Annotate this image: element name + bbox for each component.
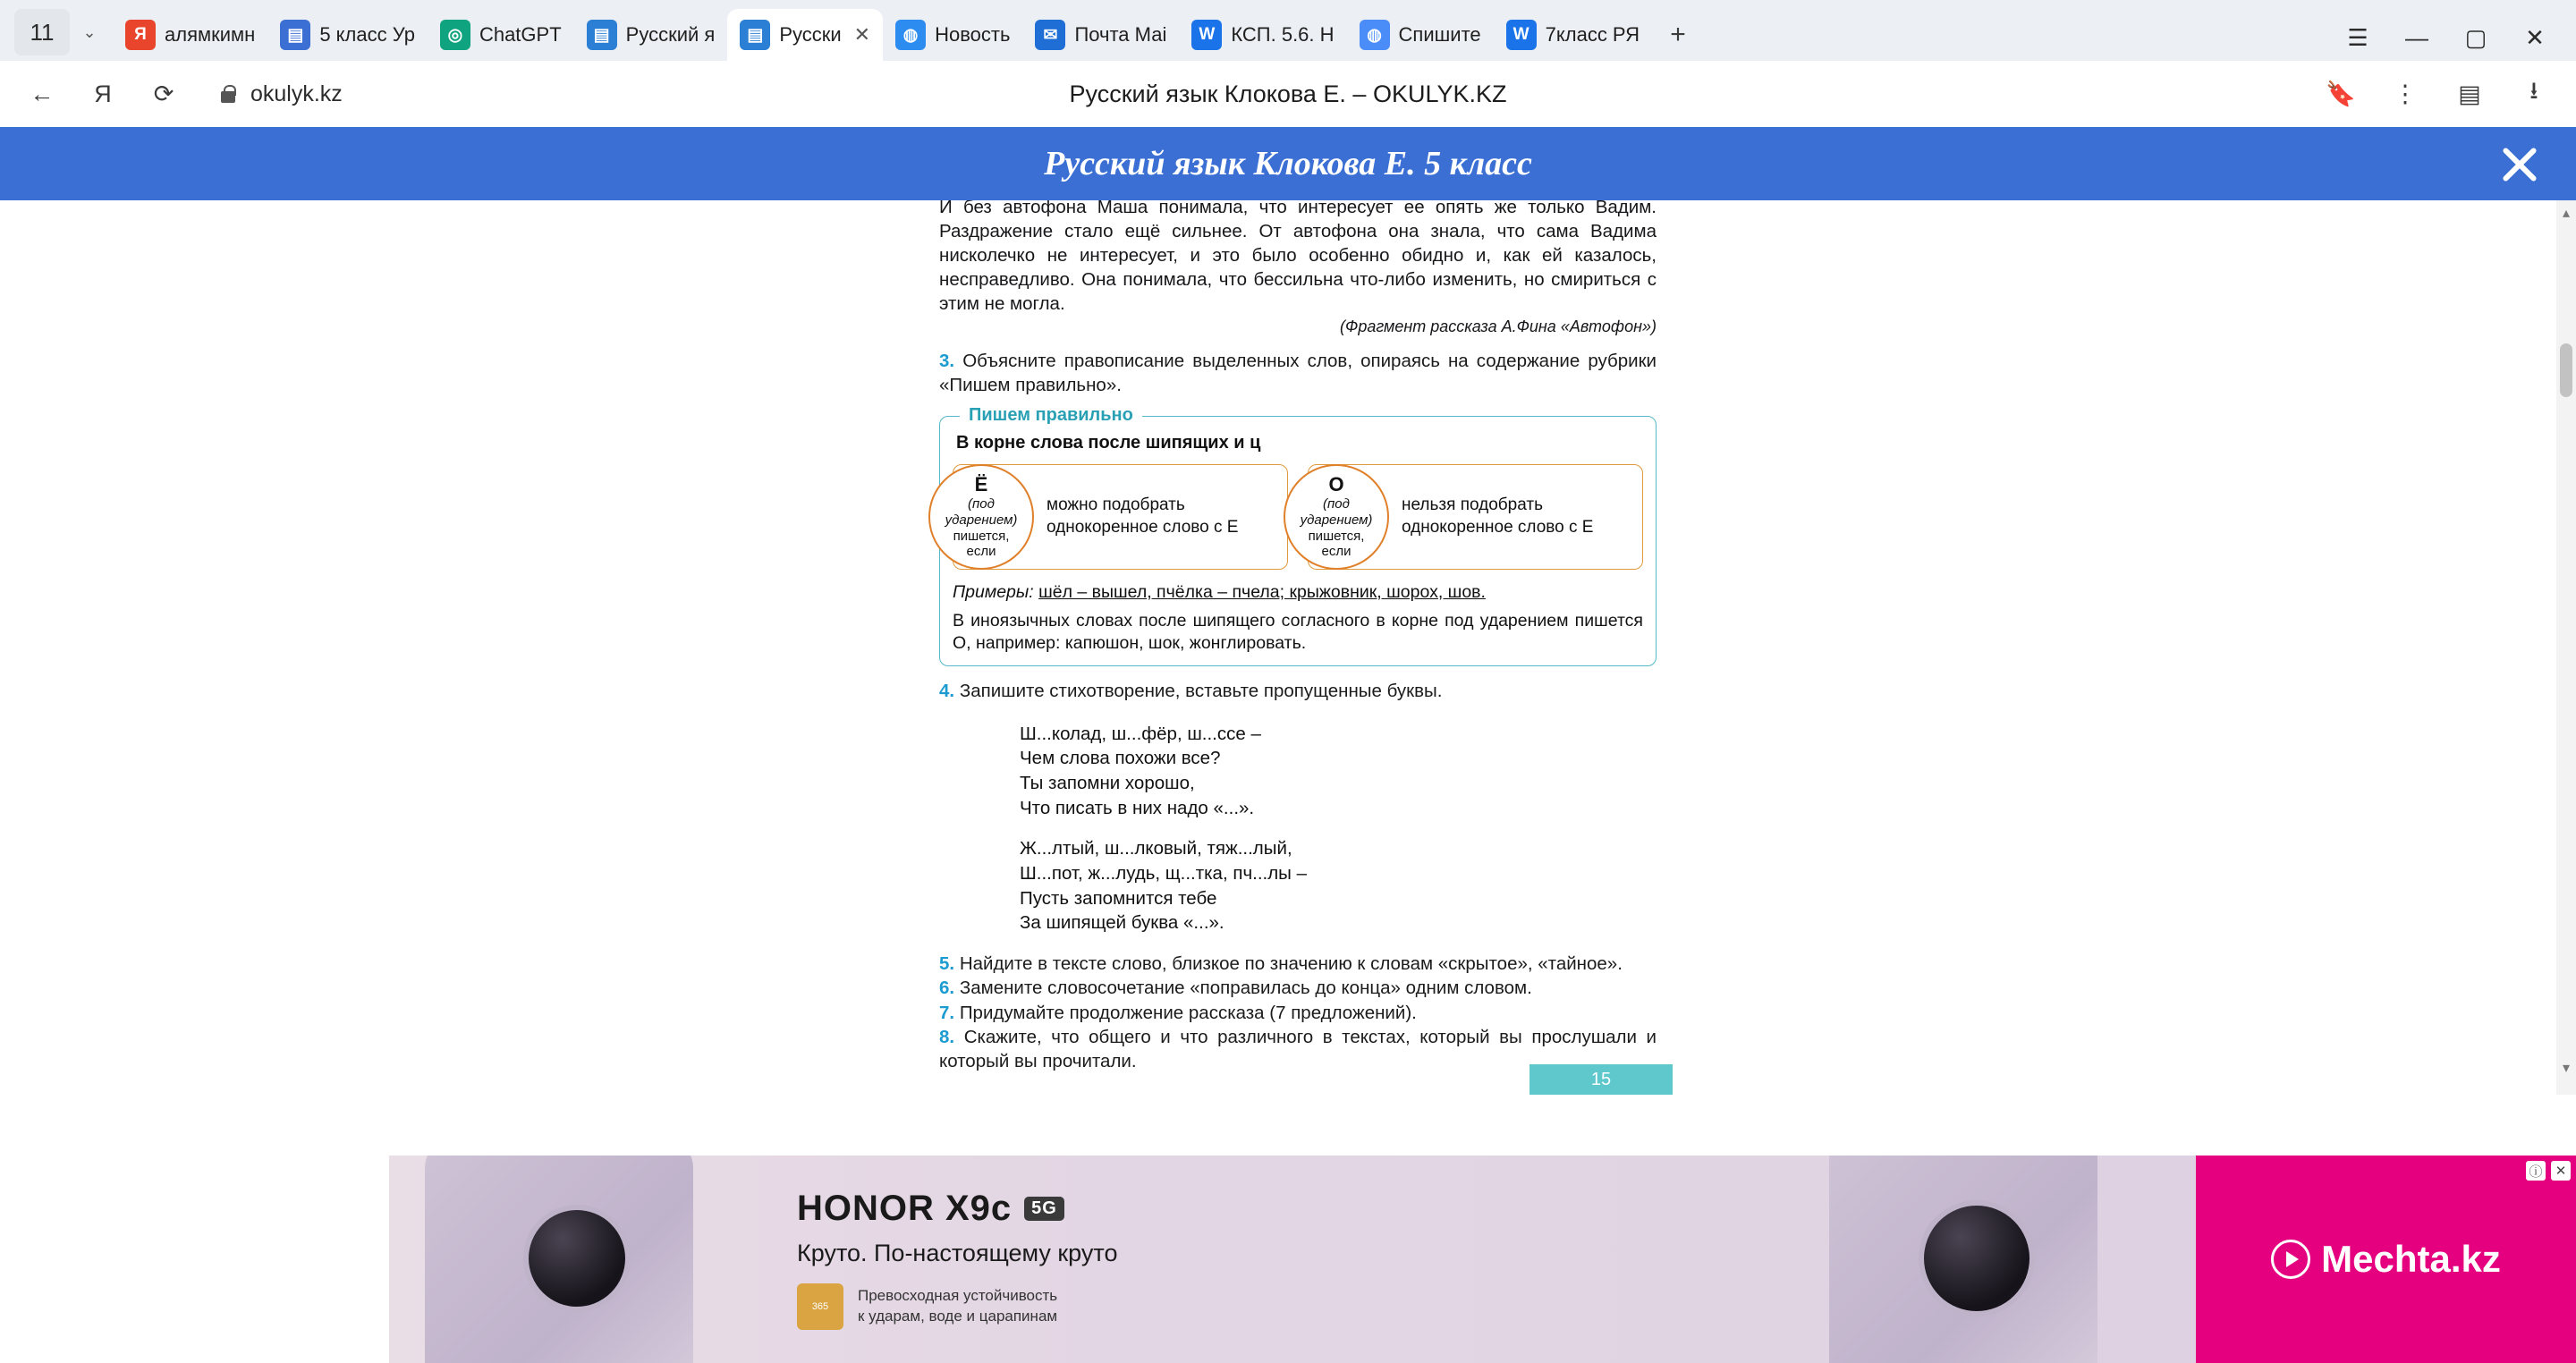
rule-examples-text: шёл – вышел, пчёлка – пчела; крыжовник, шорох, шов. bbox=[1038, 581, 1486, 602]
rule-line3: пишется, bbox=[1308, 528, 1365, 544]
rule-line2: ударением) bbox=[945, 512, 1018, 529]
ad-left-spacer bbox=[0, 1156, 389, 1363]
tab-0[interactable] bbox=[113, 9, 267, 61]
task-list bbox=[939, 952, 1657, 1073]
tab-5[interactable] bbox=[883, 9, 1022, 61]
poem-line: Чем слова похожи все? bbox=[1020, 748, 1221, 769]
rule-examples bbox=[953, 582, 1643, 603]
exercise-7-text: Придумайте продолжение рассказа (7 предложений). bbox=[959, 1002, 1417, 1023]
rule-line1: (под bbox=[968, 496, 995, 512]
poem-line: Ж...лтый, ш...лковый, тяж...лый, bbox=[1020, 838, 1292, 859]
exercise-8-number: 8. bbox=[939, 1026, 955, 1047]
ad-brand-panel[interactable] bbox=[2196, 1156, 2576, 1363]
downloads-icon[interactable]: ⭳ bbox=[2529, 77, 2538, 104]
ad-brand-text: Mechta.kz bbox=[2321, 1238, 2501, 1280]
new-tab-button[interactable]: + bbox=[1670, 20, 1686, 49]
exercise-6 bbox=[939, 976, 1657, 1000]
tab-list-chevron-icon[interactable]: ⌄ bbox=[82, 22, 97, 41]
ad-5g-badge: 5G bbox=[1024, 1197, 1064, 1221]
tab-count-badge[interactable]: 11 bbox=[14, 9, 70, 55]
exercise-3 bbox=[939, 349, 1657, 398]
book-icon: ▤ bbox=[280, 20, 310, 50]
ad-controls[interactable] bbox=[2526, 1161, 2571, 1181]
maximize-button[interactable]: ▢ bbox=[2464, 24, 2487, 51]
mail-icon: ✉ bbox=[1035, 20, 1065, 50]
story-paragraph: И без автофона Маша понимала, что интересует ее опять же только Вадим. Раздражение стало ещё сильнее. От автофона она знала, что сама Вадима нисколечко не интересует, и это было особенно обидно и, как ей казалось, несправедливо. Она понимала, что бессильна что-либо изменить, но смириться с этим не могла. bbox=[939, 200, 1657, 315]
exercise-3-number: 3. bbox=[939, 351, 955, 372]
poem-line: Пусть запомнится тебе bbox=[1020, 887, 1217, 909]
exercise-5 bbox=[939, 952, 1657, 976]
rule-card-text: нельзя подобрать однокоренное слово с Е bbox=[1402, 495, 1594, 537]
poem-line: Что писать в них надо «...». bbox=[1020, 797, 1255, 818]
rule-oval-o bbox=[1284, 464, 1389, 570]
rule-line1: (под bbox=[1323, 496, 1350, 512]
bookmark-icon[interactable]: 🔖 bbox=[2326, 80, 2356, 107]
vertical-scrollbar[interactable] bbox=[2556, 200, 2576, 1095]
tab-label: алямкимн bbox=[165, 23, 256, 46]
page-title: Русский язык Клокова Е. – OKULYK.KZ bbox=[1069, 80, 1507, 107]
globe-icon: ◍ bbox=[895, 20, 926, 50]
book-page bbox=[868, 200, 1673, 1095]
rule-note: В иноязычных словах после шипящего согласного в корне под ударением пишется О, например: капюшон, шок, жонглировать. bbox=[953, 610, 1643, 654]
ad-feature-line1: Превосходная устойчивость bbox=[858, 1287, 1058, 1305]
tab-label: КСП. 5.6. Н bbox=[1231, 23, 1335, 46]
tab-9[interactable] bbox=[1494, 9, 1652, 61]
ad-copy bbox=[774, 1189, 1811, 1330]
ad-info-icon[interactable]: ⓘ bbox=[2526, 1161, 2546, 1181]
poem-stanza-2 bbox=[1020, 836, 1657, 935]
book-icon: ▤ bbox=[740, 20, 770, 50]
ad-subtitle: Круто. По-настоящему круто bbox=[797, 1240, 1118, 1266]
poem bbox=[1020, 722, 1657, 935]
globe-icon: ◍ bbox=[1360, 20, 1390, 50]
scroll-up-arrow-icon[interactable]: ▴ bbox=[2562, 206, 2571, 221]
ad-feature-text bbox=[858, 1286, 1057, 1327]
exercise-5-number: 5. bbox=[939, 953, 955, 975]
tab-7[interactable] bbox=[1179, 9, 1346, 61]
exercise-3-text: Объясните правописание выделенных слов, опираясь на содержание рубрики «Пишем правильно». bbox=[939, 351, 1657, 396]
overflow-menu-icon[interactable]: ⋮ bbox=[2393, 80, 2418, 107]
ad-feature-line2: к ударам, воде и царапинам bbox=[858, 1308, 1058, 1325]
collections-icon[interactable]: ▤ bbox=[2458, 80, 2481, 107]
ad-close-icon[interactable]: ✕ bbox=[2551, 1161, 2571, 1181]
banner-close-icon[interactable] bbox=[2494, 139, 2544, 189]
tab-2[interactable] bbox=[428, 9, 574, 61]
ad-banner[interactable] bbox=[389, 1156, 2196, 1363]
exercise-7-number: 7. bbox=[939, 1002, 955, 1023]
rule-letter: О bbox=[1328, 473, 1344, 496]
poem-stanza-1 bbox=[1020, 722, 1657, 821]
advertisement-bar[interactable] bbox=[0, 1156, 2576, 1363]
tab-close-icon[interactable]: ✕ bbox=[853, 23, 871, 46]
ad-brand-label bbox=[2271, 1238, 2501, 1281]
story-source: (Фрагмент рассказа А.Фина «Автофон») bbox=[1340, 317, 1657, 336]
rule-card-text: можно подобрать однокоренное слово с Е bbox=[1046, 495, 1239, 537]
tab-4-active[interactable] bbox=[727, 9, 883, 61]
ad-title bbox=[797, 1189, 1811, 1229]
exercise-4 bbox=[939, 679, 1657, 703]
minimize-button[interactable]: — bbox=[2405, 24, 2428, 51]
tab-label: Русски bbox=[779, 23, 842, 46]
tab-label: Русский я bbox=[625, 23, 716, 46]
tab-label: Спишите bbox=[1398, 23, 1481, 46]
doc-icon: W bbox=[1191, 20, 1222, 50]
tab-label: Новость bbox=[935, 23, 1011, 46]
rule-line4: если bbox=[1321, 544, 1352, 560]
rule-box bbox=[939, 404, 1657, 667]
rule-cards bbox=[945, 464, 1643, 570]
poem-line: За шипящей буква «...». bbox=[1020, 912, 1224, 934]
tab-label: Почта Маi bbox=[1074, 23, 1167, 46]
rule-oval-yo bbox=[928, 464, 1034, 570]
back-button[interactable]: ← bbox=[30, 80, 55, 107]
lock-icon bbox=[216, 82, 240, 106]
poem-line: Ты запомни хорошо, bbox=[1020, 773, 1195, 794]
book-banner bbox=[0, 127, 2576, 200]
play-icon bbox=[2271, 1240, 2310, 1279]
toolbar-right-actions bbox=[2320, 73, 2555, 114]
browser-menu-icon[interactable]: ☰ bbox=[2347, 24, 2368, 51]
exercise-7 bbox=[939, 1001, 1657, 1025]
rule-card-yo bbox=[945, 464, 1288, 570]
book-banner-title: Русский язык Клокова Е. 5 класс bbox=[1044, 145, 1532, 182]
ad-phone-image-left bbox=[389, 1156, 774, 1363]
exercise-6-text: Замените словосочетание «поправилась до конца» одним словом. bbox=[959, 978, 1532, 999]
tab-label: 5 класс Ур bbox=[319, 23, 415, 46]
yandex-icon: Я bbox=[125, 20, 156, 50]
tab-1[interactable] bbox=[267, 9, 428, 61]
ad-seal-icon: 365 bbox=[797, 1283, 843, 1330]
tab-6[interactable] bbox=[1022, 9, 1179, 61]
rule-line2: ударением) bbox=[1300, 512, 1373, 529]
reload-button[interactable]: ⟳ bbox=[153, 80, 174, 107]
exercise-8-text: Скажите, что общего и что различного в текстах, который вы прослушали и который вы прочитали. bbox=[939, 1026, 1657, 1072]
rule-letter: Ё bbox=[974, 473, 988, 496]
scroll-down-arrow-icon[interactable]: ▾ bbox=[2562, 1061, 2571, 1076]
address-bar[interactable] bbox=[204, 72, 355, 115]
rule-card-o bbox=[1300, 464, 1643, 570]
poem-line: Ш...пот, ж...лудь, щ...тка, пч...лы – bbox=[1020, 863, 1308, 885]
chatgpt-icon: ◎ bbox=[440, 20, 470, 50]
exercise-4-number: 4. bbox=[939, 681, 955, 702]
rule-examples-label: Примеры: bbox=[953, 581, 1034, 602]
close-window-button[interactable]: ✕ bbox=[2525, 24, 2545, 51]
exercise-4-text: Запишите стихотворение, вставьте пропущенные буквы. bbox=[959, 681, 1443, 702]
yandex-search-icon[interactable]: Я bbox=[94, 80, 112, 107]
ad-title-text: HONOR X9c bbox=[797, 1189, 1013, 1228]
tab-8[interactable] bbox=[1347, 9, 1494, 61]
tab-strip bbox=[0, 0, 2576, 61]
exercise-5-text: Найдите в тексте слово, близкое по значению к словам «скрытое», «тайное». bbox=[959, 953, 1623, 975]
book-icon: ▤ bbox=[587, 20, 617, 50]
doc-icon: W bbox=[1506, 20, 1537, 50]
tab-3[interactable] bbox=[574, 9, 728, 61]
rule-line3: пишется, bbox=[953, 528, 1010, 544]
ad-feature bbox=[797, 1283, 1811, 1330]
rule-line4: если bbox=[966, 544, 996, 560]
url-text: okulyk.kz bbox=[250, 80, 343, 106]
tab-label: ChatGPT bbox=[479, 23, 562, 46]
page-number-badge: 15 bbox=[1530, 1064, 1673, 1095]
exercise-6-number: 6. bbox=[939, 978, 955, 999]
window-controls bbox=[2340, 24, 2576, 61]
tab-label: 7класс РЯ bbox=[1545, 23, 1640, 46]
rule-box-heading: В корне слова после шипящих и ц bbox=[956, 432, 1261, 453]
scrollbar-thumb[interactable] bbox=[2560, 343, 2572, 397]
poem-line: Ш...колад, ш...фёр, ш...ссе – bbox=[1020, 723, 1261, 744]
ad-phone-image-right bbox=[1811, 1156, 2196, 1363]
browser-toolbar bbox=[0, 61, 2576, 127]
rule-box-label: Пишем правильно bbox=[960, 405, 1142, 426]
